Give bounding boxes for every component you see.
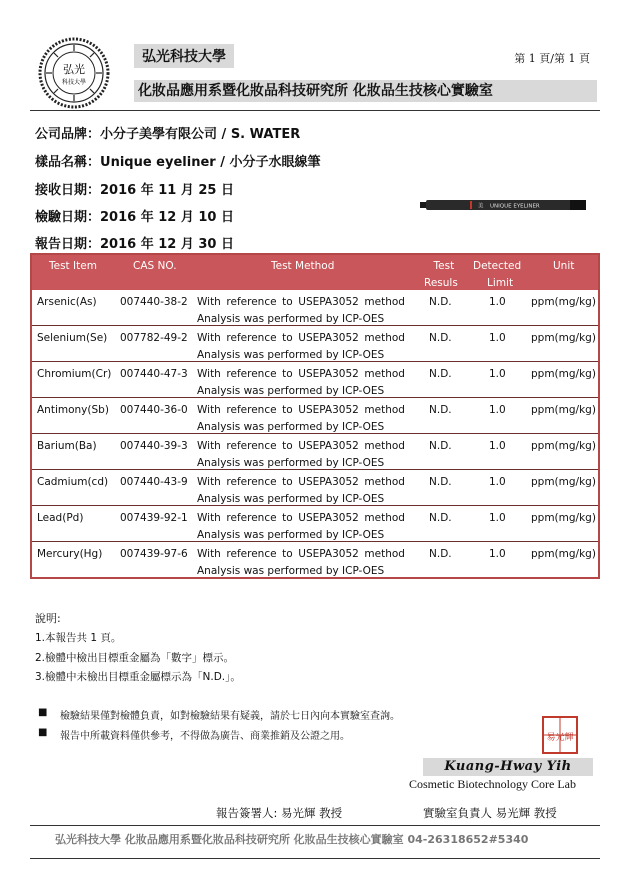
detected-limit-cell: 1.0 [489, 332, 506, 344]
disclaimer-1 [38, 707, 400, 722]
table-row [32, 505, 598, 541]
method-word: USEPA3052 [298, 404, 359, 416]
test-result-cell: N.D. [429, 296, 452, 308]
test-method-line1 [197, 440, 405, 452]
unit-cell: ppm(mg/kg) [531, 332, 596, 344]
method-word: reference [226, 368, 277, 380]
method-word: reference [226, 440, 277, 452]
test-result-cell: N.D. [429, 512, 452, 524]
test-item-cell: Antimony(Sb) [37, 404, 109, 416]
note-3: 3.檢體中未檢出目標重金屬標示為「N.D.」。 [35, 671, 241, 683]
method-word: With [197, 440, 221, 452]
method-word: With [197, 404, 221, 416]
seal-text: 弘光 [63, 63, 85, 76]
method-word: method [364, 332, 405, 344]
test-result-cell: N.D. [429, 332, 452, 344]
detected-limit-cell: 1.0 [489, 512, 506, 524]
report-value: 2016 年 12 月 30 日 [100, 237, 235, 252]
cas-number-cell: 007440-39-3 [120, 440, 188, 452]
received-label: 接收日期： [35, 183, 101, 198]
method-word: USEPA3052 [298, 512, 359, 524]
unit-cell: ppm(mg/kg) [531, 404, 596, 416]
test-method-line1 [197, 404, 405, 416]
method-word: to [282, 476, 293, 488]
sample-value: Unique eyeliner / 小分子水眼線筆 [100, 155, 321, 170]
brand-value: 小分子美學有限公司 / S. WATER [100, 127, 301, 142]
method-word: to [282, 548, 293, 560]
received-date-line [35, 179, 234, 198]
method-word: reference [226, 332, 277, 344]
method-word: to [282, 296, 293, 308]
table-row [32, 361, 598, 397]
method-word: USEPA3052 [298, 296, 359, 308]
method-word: reference [226, 512, 277, 524]
pen-logo: 美 [478, 203, 484, 210]
method-word: reference [226, 548, 277, 560]
unit-cell: ppm(mg/kg) [531, 476, 596, 488]
test-method-line1 [197, 512, 405, 524]
method-word: reference [226, 296, 277, 308]
test-results-table [30, 253, 600, 579]
method-word: to [282, 332, 293, 344]
university-name: 弘光科技大學 [134, 44, 234, 68]
method-word: With [197, 296, 221, 308]
header-test-method: Test Method [271, 260, 335, 272]
table-row [32, 325, 598, 361]
header-divider [30, 110, 600, 111]
university-seal-logo [38, 37, 110, 109]
eyeliner-product-image [420, 198, 590, 212]
test-method-line2: Analysis was performed by ICP-OES [197, 421, 385, 433]
cas-number-cell: 007440-47-3 [120, 368, 188, 380]
test-method-line2: Analysis was performed by ICP-OES [197, 385, 385, 397]
notes-heading: 說明: [35, 612, 61, 625]
test-method-line2: Analysis was performed by ICP-OES [197, 565, 385, 577]
table-row [32, 397, 598, 433]
test-method-line2: Analysis was performed by ICP-OES [197, 457, 385, 469]
table-row [32, 469, 598, 505]
header-unit: Unit [553, 260, 575, 272]
footer-divider-bottom [30, 858, 600, 859]
tested-value: 2016 年 12 月 10 日 [100, 210, 235, 225]
method-word: With [197, 368, 221, 380]
seal-subtext: 科技大學 [61, 79, 87, 86]
cas-number-cell: 007439-97-6 [120, 548, 188, 560]
disclaimer-1-text: 檢驗結果僅對檢體負責，如對檢驗結果有疑義，請於七日內向本實驗室查詢。 [60, 711, 400, 722]
test-item-cell: Chromium(Cr) [37, 368, 112, 380]
test-method-line1 [197, 368, 405, 380]
page-number: 第 1 頁/第 1 頁 [514, 52, 590, 65]
lab-head: 實驗室負責人 易光輝 教授 [423, 806, 557, 820]
brand-label: 公司品牌： [35, 127, 101, 142]
test-item-cell: Selenium(Se) [37, 332, 108, 344]
test-method-line1 [197, 548, 405, 560]
pen-label: UNIQUE EYELINER [490, 203, 540, 210]
test-method-line1 [197, 476, 405, 488]
table-row [32, 433, 598, 469]
method-word: With [197, 512, 221, 524]
cas-number-cell: 007782-49-2 [120, 332, 188, 344]
table-row [32, 290, 598, 325]
header-results-line2: Resuls [424, 277, 458, 289]
detected-limit-cell: 1.0 [489, 296, 506, 308]
detected-limit-cell: 1.0 [489, 404, 506, 416]
detected-limit-cell: 1.0 [489, 440, 506, 452]
detected-limit-cell: 1.0 [489, 548, 506, 560]
received-value: 2016 年 11 月 25 日 [100, 183, 235, 198]
unit-cell: ppm(mg/kg) [531, 368, 596, 380]
handwritten-signature: Kuang-Hway Yih [423, 758, 593, 776]
method-word: method [364, 548, 405, 560]
table-row [32, 541, 598, 577]
method-word: method [364, 404, 405, 416]
brand-line [35, 123, 300, 142]
unit-cell: ppm(mg/kg) [531, 440, 596, 452]
cas-number-cell: 007440-43-9 [120, 476, 188, 488]
method-word: USEPA3052 [298, 476, 359, 488]
tested-label: 檢驗日期： [35, 210, 101, 225]
official-stamp-seal [542, 716, 578, 754]
method-word: USEPA3052 [298, 548, 359, 560]
header-results-line1: Test [433, 260, 455, 272]
test-item-cell: Lead(Pd) [37, 512, 84, 524]
test-method-line2: Analysis was performed by ICP-OES [197, 529, 385, 541]
test-date-line [35, 206, 234, 225]
unit-cell: ppm(mg/kg) [531, 296, 596, 308]
method-word: method [364, 512, 405, 524]
method-word: method [364, 440, 405, 452]
footer-text: 弘光科技大學 化妝品應用系暨化妝品科技研究所 化妝品生技核心實驗室 04-26318652#5340 [55, 833, 529, 846]
header-limit-line1: Detected [473, 260, 522, 272]
method-word: to [282, 512, 293, 524]
unit-cell: ppm(mg/kg) [531, 512, 596, 524]
report-date-line [35, 233, 234, 252]
sample-label: 樣品名稱： [35, 155, 101, 170]
test-result-cell: N.D. [429, 440, 452, 452]
test-method-line2: Analysis was performed by ICP-OES [197, 313, 385, 325]
test-item-cell: Arsenic(As) [37, 296, 97, 308]
method-word: With [197, 476, 221, 488]
method-word: method [364, 296, 405, 308]
detected-limit-cell: 1.0 [489, 368, 506, 380]
test-result-cell: N.D. [429, 404, 452, 416]
footer-divider-top [30, 825, 600, 826]
stamp-text: 易光輝 [546, 733, 574, 743]
method-word: With [197, 332, 221, 344]
test-item-cell: Mercury(Hg) [37, 548, 103, 560]
method-word: USEPA3052 [298, 440, 359, 452]
header-test-results [424, 258, 458, 292]
method-word: reference [226, 476, 277, 488]
test-result-cell: N.D. [429, 368, 452, 380]
note-2: 2.檢體中檢出目標重金屬為「數字」標示。 [35, 652, 235, 664]
method-word: With [197, 548, 221, 560]
cas-number-cell: 007440-38-2 [120, 296, 188, 308]
test-item-cell: Cadmium(cd) [37, 476, 109, 488]
detected-limit-cell: 1.0 [489, 476, 506, 488]
report-signer: 報告簽署人: 易光輝 教授 [216, 806, 343, 820]
header-cas: CAS NO. [133, 260, 177, 272]
disclaimer-2 [38, 727, 350, 742]
method-word: to [282, 368, 293, 380]
method-word: USEPA3052 [298, 332, 359, 344]
table-header [32, 255, 598, 290]
header-test-item: Test Item [49, 260, 97, 272]
test-item-cell: Barium(Ba) [37, 440, 97, 452]
note-1: 1.本報告共 1 頁。 [35, 632, 122, 644]
institute-name: 化妝品應用系暨化妝品科技研究所 化妝品生技核心實驗室 [134, 80, 597, 102]
method-word: USEPA3052 [298, 368, 359, 380]
test-result-cell: N.D. [429, 476, 452, 488]
method-word: reference [226, 404, 277, 416]
method-word: method [364, 476, 405, 488]
cas-number-cell: 007439-92-1 [120, 512, 188, 524]
table-body [32, 290, 598, 577]
test-result-cell: N.D. [429, 548, 452, 560]
test-method-line1 [197, 296, 405, 308]
header-detected-limit [473, 258, 521, 292]
test-method-line1 [197, 332, 405, 344]
cas-number-cell: 007440-36-0 [120, 404, 188, 416]
method-word: to [282, 404, 293, 416]
header-limit-line2: Limit [487, 277, 514, 289]
lab-name: Cosmetic Biotechnology Core Lab [409, 777, 576, 791]
sample-line [35, 151, 321, 170]
disclaimer-2-text: 報告中所載資料僅供參考，不得做為廣告、商業推銷及公證之用。 [60, 731, 350, 742]
method-word: method [364, 368, 405, 380]
method-word: to [282, 440, 293, 452]
report-label: 報告日期： [35, 237, 101, 252]
test-method-line2: Analysis was performed by ICP-OES [197, 349, 385, 361]
unit-cell: ppm(mg/kg) [531, 548, 596, 560]
test-method-line2: Analysis was performed by ICP-OES [197, 493, 385, 505]
